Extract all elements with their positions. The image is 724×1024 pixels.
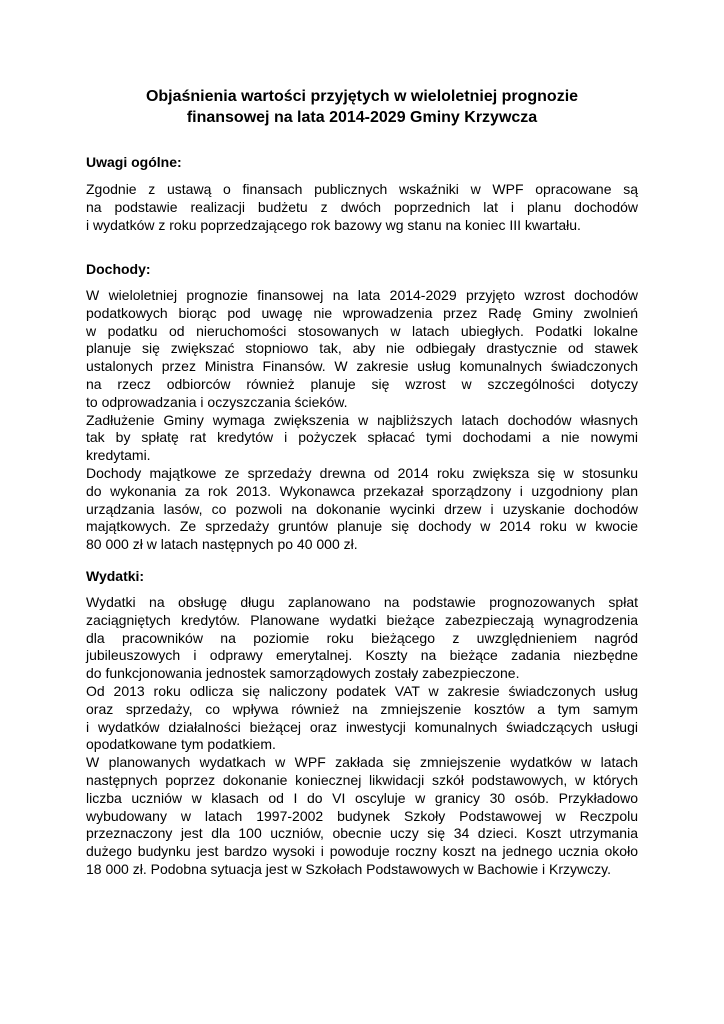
paragraph xyxy=(86,594,638,683)
text-line: to odprowadzania i oczyszczania ścieków. xyxy=(86,393,348,410)
text-line: na rzecz odbiorców również planuje się wzrost w szczególności dotyczy xyxy=(86,375,638,392)
text-line: Dochody majątkowe ze sprzedaży drewna od 2014 roku zwiększa się w stosunku xyxy=(86,464,638,481)
text-line: zaciągniętych kredytów. Planowane wydatki bieżące zabezpieczają wynagrodzenia xyxy=(86,611,638,628)
text-line: i wydatków z roku poprzedzającego rok bazowy wg stanu na koniec III kwartału. xyxy=(86,216,581,233)
text-line: W planowanych wydatkach w WPF zakłada się zmniejszenie wydatków w latach xyxy=(86,754,638,771)
text-line: kredytami. xyxy=(86,447,151,464)
paragraph xyxy=(86,465,638,554)
text-line: oraz sprzedaży, co wpływa również na zmniejszenie kosztów a tym samym xyxy=(86,700,638,717)
text-line: jubileuszowych i odprawy emerytalnej. Koszty na bieżące zadania niezbędne xyxy=(86,647,638,664)
text-line: Zadłużenie Gminy wymaga zwiększenia w najbliższych latach dochodów własnych xyxy=(86,411,638,428)
text-line: opodatkowane tym podatkiem. xyxy=(86,736,276,753)
text-line: Od 2013 roku odlicza się naliczony podatek VAT w zakresie świadczonych usług xyxy=(86,682,638,699)
title-line-2: finansowej na lata 2014-2029 Gminy Krzywcza xyxy=(186,109,538,126)
heading-expenses: Wydatki: xyxy=(86,568,145,584)
paragraph xyxy=(86,412,638,465)
text-line: na podstawie realizacji budżetu z dwóch poprzednich lat i planu dochodów xyxy=(86,198,638,215)
paragraph xyxy=(86,287,638,412)
text-line: podatkowych biorąc pod uwagę nie wprowadzenia przez Radę Gminy zwolnień xyxy=(86,304,638,321)
text-line: dla pracowników na poziomie roku bieżącego z uwzględnieniem nagród xyxy=(86,629,638,646)
text-line: wybudowany w latach 1997-2002 budynek Szkoły Podstawowej w Reczpolu xyxy=(86,807,638,824)
text-line: następnych poprzez dokonanie koniecznej likwidacji szkół podstawowych, w których xyxy=(86,771,638,788)
text-line: dużego budynku jest bardzo wysoki i powoduje roczny koszt na jednego ucznia około xyxy=(86,843,638,860)
heading-general-remarks: Uwagi ogólne: xyxy=(86,154,182,170)
income-text xyxy=(86,287,638,554)
text-line: do wykonania za rok 2013. Wykonawca przekazał sporządzony i uzgodniony plan xyxy=(86,482,638,499)
paragraph xyxy=(86,754,638,879)
text-line: urządzania lasów, co pozwoli na dokonanie wycinki drzew i uzyskanie dochodów xyxy=(86,500,638,517)
text-line: w podatku od nieruchomości stosowanych w latach ubiegłych. Podatki lokalne xyxy=(86,322,638,339)
text-line: ustalonych przez Ministra Finansów. W zakresie usług komunalnych świadczonych xyxy=(86,358,638,375)
heading-income: Dochody: xyxy=(86,261,151,277)
text-line: do funkcjonowania jednostek samorządowych zostały zabezpieczone. xyxy=(86,665,520,682)
paragraph xyxy=(86,683,638,754)
document-title xyxy=(84,86,640,128)
text-line: liczba uczniów w klasach od I do VI oscyluje w granicy 30 osób. Przykładowo xyxy=(86,789,638,806)
text-line: 80 000 zł w latach następnych po 40 000 zł. xyxy=(86,536,358,553)
general-remarks-text xyxy=(86,181,638,234)
text-line: 18 000 zł. Podobna sytuacja jest w Szkołach Podstawowych w Bachowie i Krzywczy. xyxy=(86,860,611,877)
text-line: W wieloletniej prognozie finansowej na lata 2014-2029 przyjęto wzrost dochodów xyxy=(86,287,638,303)
paragraph xyxy=(86,181,638,234)
text-line: planuje się zwiększać stopniowo tak, aby nie odbiegały drastycznie od stawek xyxy=(86,340,638,357)
text-line: przeznaczony jest dla 100 uczniów, obecnie uczy się 34 dzieci. Koszt utrzymania xyxy=(86,825,638,842)
expenses-text xyxy=(86,594,638,879)
title-line-1: Objaśnienia wartości przyjętych w wieloletniej prognozie xyxy=(145,88,579,105)
text-line: i wydatków działalności bieżącej oraz inwestycji komunalnych świadczących usługi xyxy=(86,718,638,735)
text-line: Wydatki na obsługę długu zaplanowano na podstawie prognozowanych spłat xyxy=(86,594,638,610)
text-line: Zgodnie z ustawą o finansach publicznych wskaźniki w WPF opracowane są xyxy=(86,181,638,197)
text-line: majątkowych. Ze sprzedaży gruntów planuje się dochody w 2014 roku w kwocie xyxy=(86,518,638,535)
text-line: tak by spłatę rat kredytów i pożyczek spłacać tymi dochodami a nie nowymi xyxy=(86,429,638,446)
